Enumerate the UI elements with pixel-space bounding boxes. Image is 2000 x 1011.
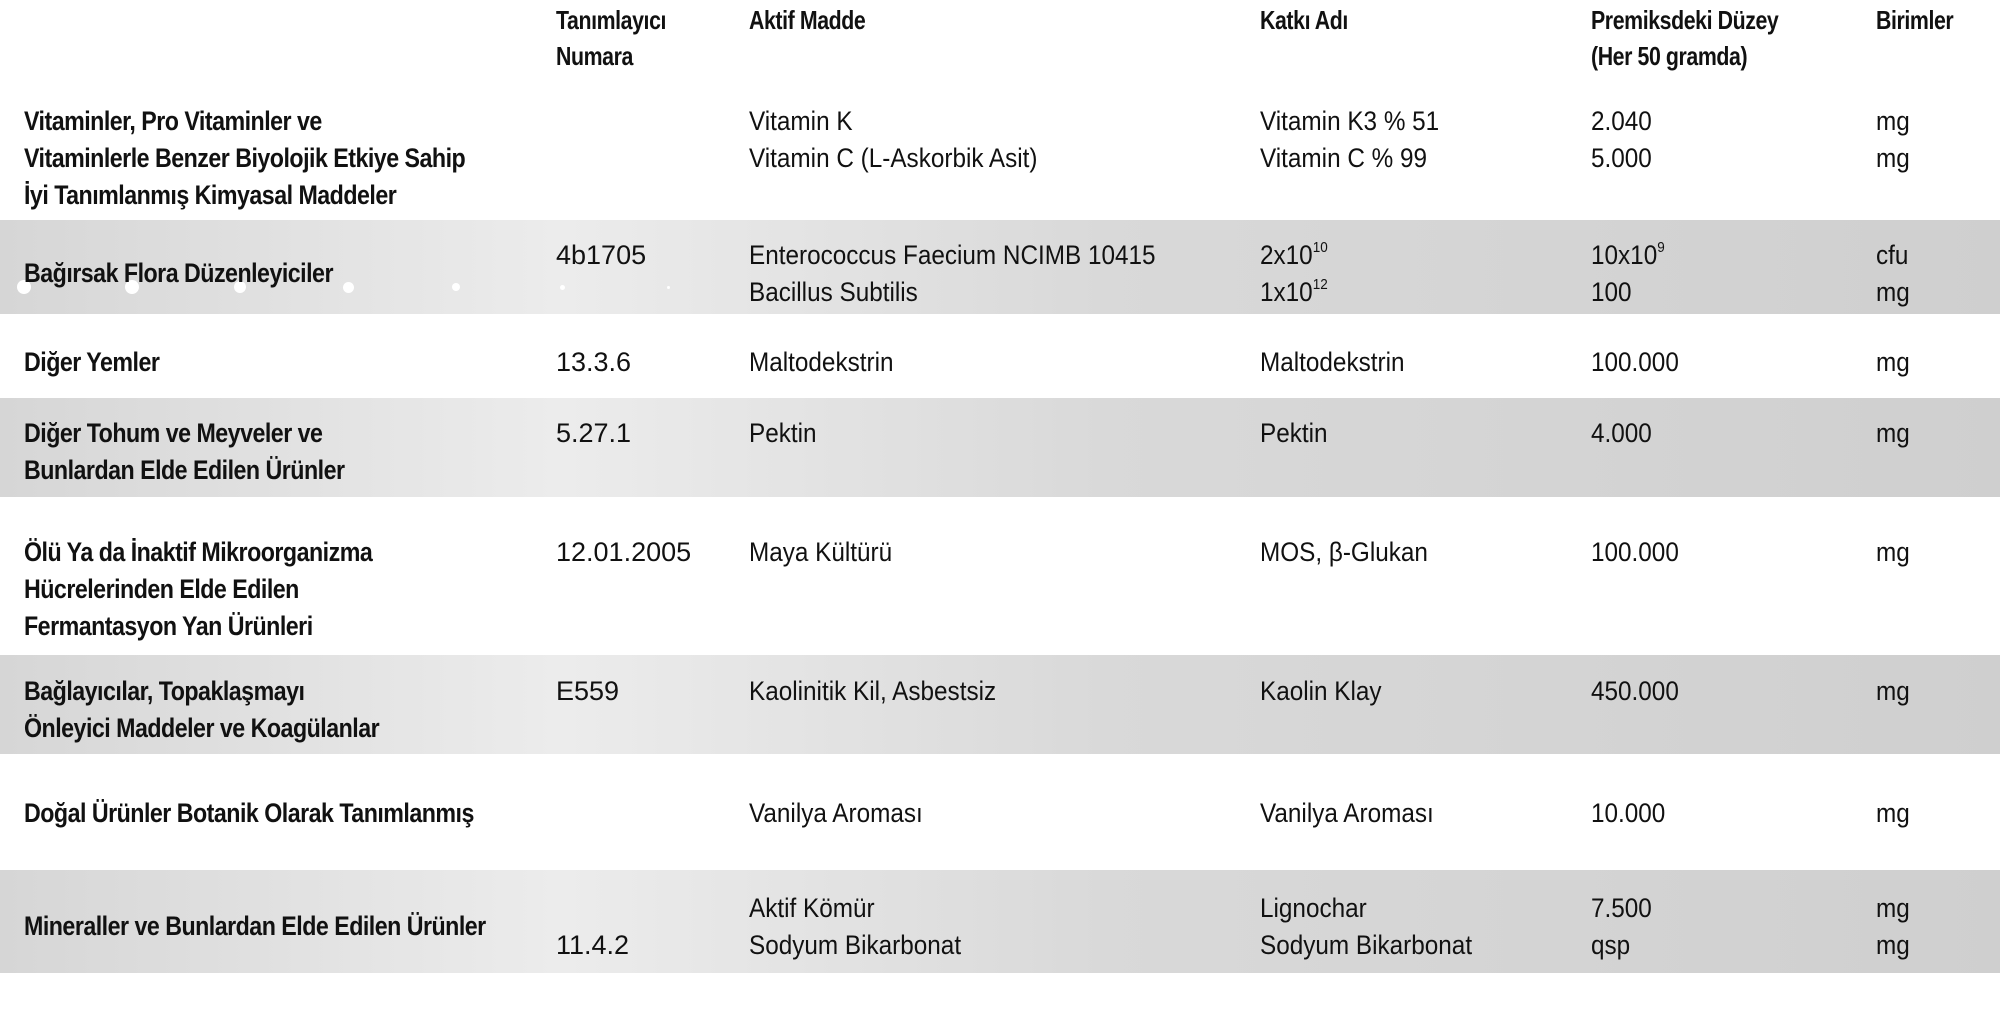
dot-icon <box>560 285 565 290</box>
units-cell <box>1876 103 1910 177</box>
category-cell-line: Önleyici Maddeler ve Koagülanlar <box>24 713 380 743</box>
header-additive-label: Katkı Adı <box>1260 5 1348 35</box>
active-substance-cell <box>749 415 817 452</box>
category-cell <box>24 255 471 292</box>
additive-name-cell-line: Vanilya Aroması <box>1260 798 1434 828</box>
category-cell-line: Vitaminler, Pro Vitaminler ve <box>24 106 322 136</box>
category-cell <box>24 103 471 214</box>
active-substance-cell-line: Kaolinitik Kil, Asbestsiz <box>749 676 997 706</box>
units-cell <box>1876 534 1910 571</box>
additive-name-cell-line-exponent: 12 <box>1312 276 1328 293</box>
premix-level-cell-line: 4.000 <box>1591 418 1652 448</box>
additive-name-cell-line: Vitamin C % 99 <box>1260 143 1428 173</box>
category-cell <box>24 795 474 832</box>
category-cell-line: Diğer Tohum ve Meyveler ve <box>24 418 323 448</box>
premix-level-cell-line: 2.040 <box>1591 106 1652 136</box>
category-cell-line: Bunlardan Elde Edilen Ürünler <box>24 455 345 485</box>
id-number-cell: E559 <box>556 676 620 706</box>
category-cell-line: Ölü Ya da İnaktif Mikroorganizma <box>24 537 373 567</box>
table-row <box>0 655 2000 754</box>
category-cell-line: Hücrelerinden Elde Edilen <box>24 574 299 604</box>
active-substance-cell <box>749 890 961 964</box>
header-id-line2: Numara <box>556 41 633 71</box>
category-cell-line: Bağırsak Flora Düzenleyiciler <box>24 258 333 288</box>
premix-level-cell <box>1591 534 1679 571</box>
header-active <box>749 2 865 87</box>
premix-level-cell <box>1591 237 1665 311</box>
premix-level-cell-line: 100.000 <box>1591 537 1679 567</box>
active-substance-cell-line: Sodyum Bikarbonat <box>749 930 962 960</box>
active-substance-cell-line: Pektin <box>749 418 817 448</box>
active-substance-cell <box>749 673 996 710</box>
units-cell <box>1876 795 1910 832</box>
header-active-label: Aktif Madde <box>749 5 866 35</box>
active-substance-cell-line: Vitamin K <box>749 106 853 136</box>
active-substance-cell-line: Enterococcus Faecium NCIMB 10415 <box>749 240 1156 270</box>
id-number-cell: 5.27.1 <box>556 418 632 448</box>
active-substance-cell-line: Maya Kültürü <box>749 537 893 567</box>
units-cell <box>1876 673 1910 710</box>
active-substance-cell-line: Maltodekstrin <box>749 347 894 377</box>
additive-name-cell-line: Maltodekstrin <box>1260 347 1405 377</box>
units-cell-line: mg <box>1876 143 1910 173</box>
table-row <box>0 754 2000 870</box>
premix-level-cell-line: 5.000 <box>1591 143 1652 173</box>
category-cell-line: Mineraller ve Bunlardan Elde Edilen Ürünler <box>24 911 486 941</box>
additive-name-cell <box>1260 673 1382 710</box>
premix-level-cell <box>1591 673 1679 710</box>
premix-level-cell <box>1591 103 1652 177</box>
active-substance-cell-line: Bacillus Subtilis <box>749 277 918 307</box>
category-cell <box>24 908 486 945</box>
table-row <box>0 870 2000 973</box>
units-cell-line: mg <box>1876 893 1910 923</box>
additive-name-cell-line <box>1260 274 1328 311</box>
additive-name-cell <box>1260 534 1428 571</box>
premix-level-cell-line-base: 100 <box>1591 277 1632 307</box>
active-substance-cell <box>749 534 892 571</box>
active-substance-cell-line: Aktif Kömür <box>749 893 875 923</box>
id-number-cell: 13.3.6 <box>556 347 632 377</box>
header-level <box>1591 2 1778 87</box>
units-cell-line: mg <box>1876 676 1910 706</box>
category-cell-line: Diğer Yemler <box>24 347 160 377</box>
additive-name-cell-line: Sodyum Bikarbonat <box>1260 930 1473 960</box>
header-level-line1: Premiksdeki Düzey <box>1591 5 1779 35</box>
header-id <box>556 2 666 87</box>
category-cell-line: Vitaminlerle Benzer Biyolojik Etkiye Sahip <box>24 143 466 173</box>
additive-name-cell <box>1260 344 1405 381</box>
additive-name-cell-line: Pektin <box>1260 418 1328 448</box>
units-cell <box>1876 344 1910 381</box>
dot-icon <box>667 286 670 289</box>
header-additive <box>1260 2 1348 87</box>
premix-level-cell <box>1591 890 1652 964</box>
category-cell-line: Doğal Ürünler Botanik Olarak Tanımlanmış <box>24 798 474 828</box>
additive-name-cell-line: Kaolin Klay <box>1260 676 1382 706</box>
premix-level-cell-line: 450.000 <box>1591 676 1679 706</box>
premix-level-cell-line <box>1591 274 1665 311</box>
table-row <box>0 497 2000 655</box>
additive-name-cell-line-exponent: 10 <box>1312 239 1328 256</box>
id-number-cell: 4b1705 <box>556 240 647 270</box>
premix-level-cell-line-exponent: 9 <box>1657 239 1665 256</box>
category-cell-line: Fermantasyon Yan Ürünleri <box>24 611 313 641</box>
id-number-cell: 12.01.2005 <box>556 537 692 567</box>
units-cell-line: mg <box>1876 930 1910 960</box>
premix-level-cell-line: 7.500 <box>1591 893 1652 923</box>
premix-level-cell <box>1591 344 1679 381</box>
category-cell <box>24 534 471 645</box>
units-cell-line: mg <box>1876 106 1910 136</box>
active-substance-cell <box>749 344 894 381</box>
units-cell-line: mg <box>1876 418 1910 448</box>
additive-name-cell-line-base: 2x10 <box>1260 240 1313 270</box>
additive-name-cell-line <box>1260 237 1328 274</box>
header-level-line2: (Her 50 gramda) <box>1591 41 1748 71</box>
premix-level-cell-line: qsp <box>1591 930 1631 960</box>
additive-name-cell-line: Lignochar <box>1260 893 1367 923</box>
premix-level-cell-line <box>1591 237 1665 274</box>
table-row <box>0 220 2000 314</box>
units-cell-line: mg <box>1876 277 1910 307</box>
category-cell <box>24 415 471 489</box>
additive-name-cell-line: Vitamin K3 % 51 <box>1260 106 1440 136</box>
additive-name-cell-line-base: 1x10 <box>1260 277 1313 307</box>
active-substance-cell <box>749 237 1156 311</box>
premix-level-cell-line: 100.000 <box>1591 347 1679 377</box>
premix-level-cell <box>1591 415 1652 452</box>
id-number-cell: 11.4.2 <box>556 930 630 960</box>
units-cell-line: mg <box>1876 798 1910 828</box>
category-cell <box>24 344 471 381</box>
active-substance-cell <box>749 103 1038 177</box>
premix-level-cell <box>1591 795 1665 832</box>
category-cell-line: İyi Tanımlanmış Kimyasal Maddeler <box>24 180 397 210</box>
additive-name-cell <box>1260 890 1472 964</box>
table-row <box>0 398 2000 497</box>
additive-name-cell <box>1260 237 1328 311</box>
units-cell-line: mg <box>1876 537 1910 567</box>
units-cell-line: mg <box>1876 347 1910 377</box>
active-substance-cell-line: Vanilya Aroması <box>749 798 923 828</box>
active-substance-cell <box>749 795 923 832</box>
premix-level-cell-line-base: 10x10 <box>1591 240 1658 270</box>
additive-name-cell-line: MOS, β-Glukan <box>1260 537 1428 567</box>
table-row <box>0 314 2000 398</box>
units-cell-line: cfu <box>1876 240 1909 270</box>
header-id-line1: Tanımlayıcı <box>556 5 667 35</box>
active-substance-cell-line: Vitamin C (L-Askorbik Asit) <box>749 143 1038 173</box>
units-cell <box>1876 237 1910 311</box>
header-units <box>1876 2 1953 87</box>
additive-name-cell <box>1260 103 1439 177</box>
category-cell <box>24 673 471 747</box>
header-units-label: Birimler <box>1876 5 1954 35</box>
additive-name-cell <box>1260 415 1328 452</box>
premix-level-cell-line: 10.000 <box>1591 798 1666 828</box>
additive-name-cell <box>1260 795 1434 832</box>
units-cell <box>1876 890 1910 964</box>
units-cell <box>1876 415 1910 452</box>
category-cell-line: Bağlayıcılar, Topaklaşmayı <box>24 676 305 706</box>
table-row <box>0 95 2000 220</box>
